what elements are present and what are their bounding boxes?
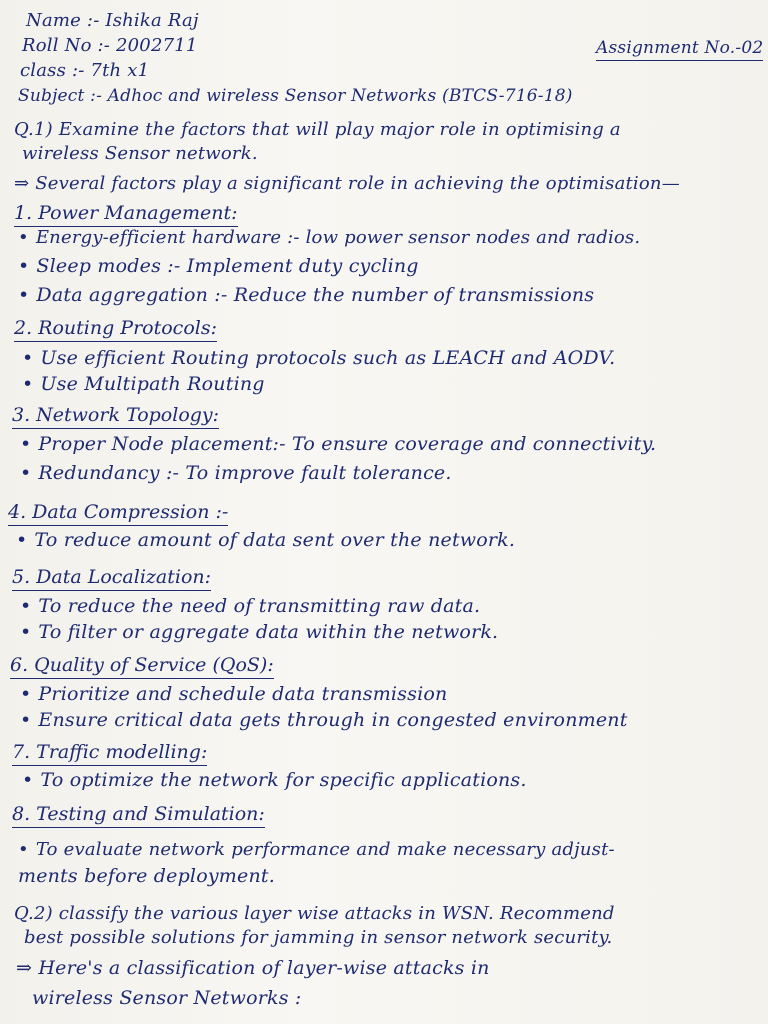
bullet-data-aggregation: • Data aggregation :- Reduce the number of transmissions bbox=[18, 283, 594, 307]
bullet-evaluate-performance: • To evaluate network performance and make necessary adjust- bbox=[18, 838, 615, 862]
bullet-evaluate-performance-cont: ments before deployment. bbox=[18, 865, 275, 887]
q1-question-line2: wireless Sensor network. bbox=[22, 143, 258, 164]
bullet-redundancy: • Redundancy :- To improve fault tolerance. bbox=[20, 461, 452, 485]
section-power-management: 1. Power Management: bbox=[14, 201, 238, 227]
bullet-optimize-network: • To optimize the network for specific applications. bbox=[22, 768, 527, 792]
bullet-reduce-data-amount: • To reduce amount of data sent over the network. bbox=[16, 528, 515, 552]
class-label: class :- 7th x1 bbox=[20, 60, 150, 81]
student-name: Name :- Ishika Raj bbox=[26, 10, 199, 31]
bullet-node-placement: • Proper Node placement:- To ensure coverage and connectivity. bbox=[20, 432, 656, 456]
section-testing-simulation: 8. Testing and Simulation: bbox=[12, 802, 265, 828]
bullet-energy-efficient-hardware: • Energy-efficient hardware :- low power sensor nodes and radios. bbox=[18, 226, 640, 250]
q1-answer-intro: ⇒ Several factors play a significant role in achieving the optimisation— bbox=[14, 173, 680, 194]
roll-number: Roll No :- 2002711 bbox=[22, 35, 198, 56]
q2-answer-line1: ⇒ Here's a classification of layer-wise attacks in bbox=[16, 957, 490, 979]
section-routing-protocols: 2. Routing Protocols: bbox=[14, 316, 217, 342]
section-traffic-modelling: 7. Traffic modelling: bbox=[12, 740, 207, 766]
q2-answer-line2: wireless Sensor Networks : bbox=[32, 987, 302, 1009]
bullet-critical-data: • Ensure critical data gets through in congested environment bbox=[20, 708, 628, 732]
section-quality-of-service: 6. Quality of Service (QoS): bbox=[10, 653, 274, 679]
bullet-multipath-routing: • Use Multipath Routing bbox=[22, 372, 265, 396]
section-data-localization: 5. Data Localization: bbox=[12, 565, 211, 591]
section-network-topology: 3. Network Topology: bbox=[12, 403, 219, 429]
bullet-filter-aggregate: • To filter or aggregate data within the network. bbox=[20, 620, 498, 644]
bullet-efficient-routing: • Use efficient Routing protocols such as LEACH and AODV. bbox=[22, 346, 615, 370]
q1-question-line1: Q.1) Examine the factors that will play major role in optimising a bbox=[14, 119, 621, 140]
q2-question-line2: best possible solutions for jamming in sensor network security. bbox=[24, 927, 613, 948]
section-data-compression: 4. Data Compression :- bbox=[8, 500, 228, 526]
bullet-reduce-raw-transmission: • To reduce the need of transmitting raw data. bbox=[20, 594, 480, 618]
q2-question-line1: Q.2) classify the various layer wise attacks in WSN. Recommend bbox=[14, 903, 615, 924]
bullet-prioritize-schedule: • Prioritize and schedule data transmission bbox=[20, 682, 447, 706]
bullet-sleep-modes: • Sleep modes :- Implement duty cycling bbox=[18, 254, 419, 278]
subject-line: Subject :- Adhoc and wireless Sensor Networks (BTCS-716-18) bbox=[18, 86, 573, 106]
assignment-number: Assignment No.-02 bbox=[596, 36, 763, 61]
